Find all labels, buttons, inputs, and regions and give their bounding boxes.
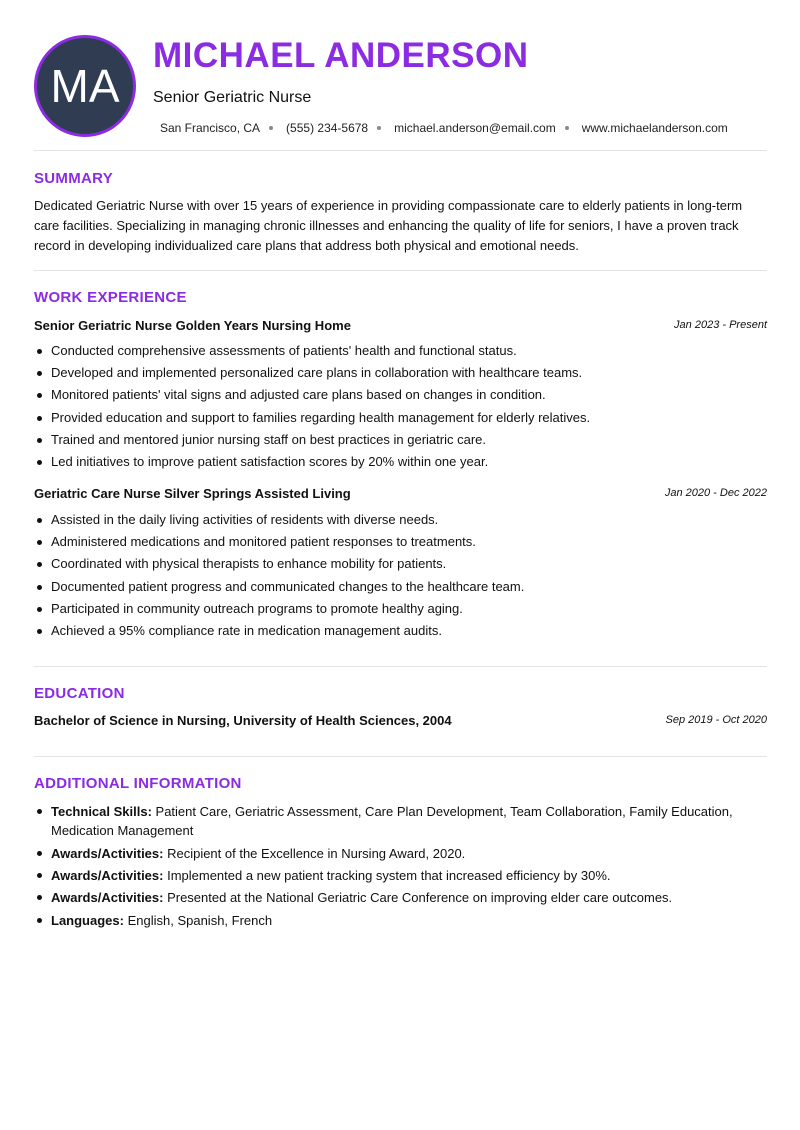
list-item bbox=[34, 888, 767, 907]
list-item bbox=[34, 866, 767, 885]
info-text: Presented at the National Geriatric Care Conference on improving elder care outcomes. bbox=[163, 890, 673, 905]
list-item: Assisted in the daily living activities of residents with diverse needs. bbox=[34, 512, 767, 528]
list-item: Led initiatives to improve patient satisfaction scores by 20% within one year. bbox=[34, 454, 767, 470]
list-item: Developed and implemented personalized care plans in collaboration with healthcare teams. bbox=[34, 365, 767, 381]
avatar-initials: MA bbox=[50, 60, 120, 112]
contact-separator bbox=[269, 126, 273, 130]
job-header bbox=[34, 318, 767, 336]
section-divider bbox=[34, 270, 767, 271]
list-item bbox=[34, 802, 767, 840]
info-text: Recipient of the Excellence in Nursing Award, 2020. bbox=[163, 846, 466, 861]
education-dates: Sep 2019 - Oct 2020 bbox=[665, 714, 767, 726]
additional-heading: ADDITIONAL INFORMATION bbox=[34, 775, 242, 792]
contact-website[interactable]: www.michaelanderson.com bbox=[581, 121, 728, 135]
contact-location: San Francisco, CA bbox=[160, 121, 261, 135]
education-entry bbox=[34, 713, 767, 731]
summary-text: Dedicated Geriatric Nurse with over 15 years of experience in providing compassionate care to elderly patients in long-term care facilities. Specializing in managing chronic illnesses and enhancing the quality of life for seniors, I have a proven track record in developing individualized care plans that address both physical and emotional needs. bbox=[34, 198, 743, 253]
job-role: Senior Geriatric Nurse Golden Years Nursing Home bbox=[34, 318, 351, 333]
list-item: Documented patient progress and communicated changes to the healthcare team. bbox=[34, 579, 767, 595]
list-item: Participated in community outreach programs to promote healthy aging. bbox=[34, 601, 767, 617]
job-bullets bbox=[34, 343, 767, 476]
experience-heading: WORK EXPERIENCE bbox=[34, 289, 187, 306]
list-item: Monitored patients' vital signs and adjusted care plans based on changes in condition. bbox=[34, 387, 767, 403]
job-dates: Jan 2023 - Present bbox=[674, 319, 767, 331]
list-item: Coordinated with physical therapists to enhance mobility for patients. bbox=[34, 556, 767, 572]
contact-separator bbox=[377, 126, 381, 130]
section-divider bbox=[34, 756, 767, 757]
list-item: Conducted comprehensive assessments of patients' health and functional status. bbox=[34, 343, 767, 359]
info-text: Patient Care, Geriatric Assessment, Care Plan Development, Team Collaboration, Family Education, Medication Management bbox=[51, 804, 733, 838]
info-label: Technical Skills: bbox=[51, 804, 152, 819]
info-label: Awards/Activities: bbox=[51, 890, 164, 905]
section-divider bbox=[34, 666, 767, 667]
contact-bar bbox=[160, 121, 728, 135]
candidate-name: MICHAEL ANDERSON bbox=[153, 36, 529, 75]
job-header bbox=[34, 486, 767, 504]
list-item bbox=[34, 844, 767, 863]
info-label: Awards/Activities: bbox=[51, 868, 164, 883]
job-dates: Jan 2020 - Dec 2022 bbox=[664, 487, 767, 499]
section-divider bbox=[34, 150, 767, 151]
list-item: Trained and mentored junior nursing staff on best practices in geriatric care. bbox=[34, 432, 767, 448]
job-title: Senior Geriatric Nurse bbox=[153, 89, 312, 106]
info-text: Implemented a new patient tracking system that increased efficiency by 30%. bbox=[163, 868, 611, 883]
list-item: Achieved a 95% compliance rate in medication management audits. bbox=[34, 623, 767, 639]
job-role: Geriatric Care Nurse Silver Springs Assisted Living bbox=[34, 486, 351, 501]
job-bullets bbox=[34, 512, 767, 645]
contact-phone[interactable]: (555) 234-5678 bbox=[286, 121, 369, 135]
summary-heading: SUMMARY bbox=[34, 170, 114, 187]
contact-separator bbox=[565, 126, 569, 130]
avatar bbox=[34, 35, 136, 137]
contact-email[interactable]: michael.anderson@email.com bbox=[394, 121, 556, 135]
education-heading: EDUCATION bbox=[34, 685, 125, 702]
info-text: English, Spanish, French bbox=[123, 913, 273, 928]
info-label: Awards/Activities: bbox=[51, 846, 164, 861]
info-label: Languages: bbox=[51, 913, 124, 928]
list-item: Provided education and support to families regarding health management for elderly relatives. bbox=[34, 410, 767, 426]
list-item bbox=[34, 911, 767, 930]
additional-list bbox=[34, 802, 767, 933]
education-degree: Bachelor of Science in Nursing, University of Health Sciences, 2004 bbox=[34, 713, 452, 728]
list-item: Administered medications and monitored patient responses to treatments. bbox=[34, 534, 767, 550]
